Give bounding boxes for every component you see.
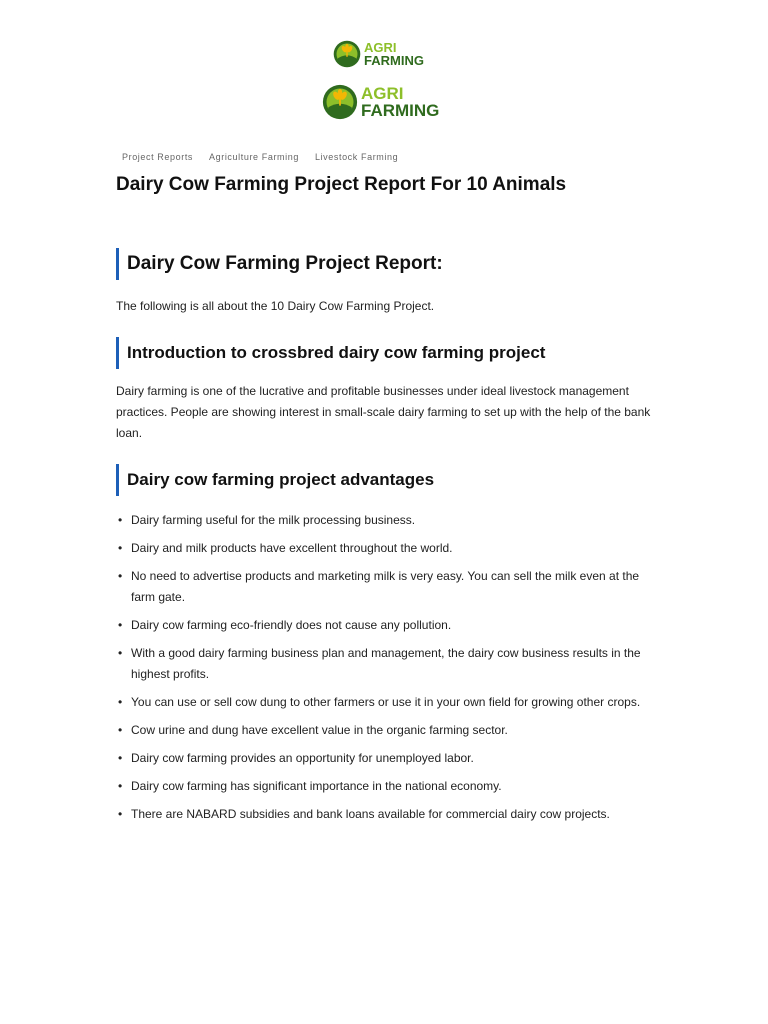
- advantage-text: Dairy farming useful for the milk processing business.: [131, 513, 416, 527]
- advantage-text: No need to advertise products and marketing milk is very easy. You can sell the milk even at the farm gate.: [131, 569, 640, 604]
- logo-word-agri: AGRI: [364, 40, 397, 55]
- wheat-logo-icon: [322, 84, 358, 120]
- introduction-heading: Introduction to crossbred dairy cow farming project: [116, 337, 545, 369]
- advantage-text: Dairy cow farming provides an opportunity for unemployed labor.: [131, 751, 474, 765]
- advantage-text: There are NABARD subsidies and bank loans available for commercial dairy cow projects.: [131, 807, 610, 821]
- bullet-icon: •: [118, 646, 123, 660]
- wheat-logo-icon: [333, 40, 361, 68]
- advantages-heading: Dairy cow farming project advantages: [116, 464, 434, 496]
- introduction-paragraph: Dairy farming is one of the lucrative and profitable businesses under ideal livestock management practices. People are showing interest in small-scale dairy farming to set up with the help of the bank loan.: [116, 384, 651, 440]
- advantage-text: Dairy cow farming eco-friendly does not cause any pollution.: [131, 618, 452, 632]
- bullet-icon: •: [118, 618, 123, 632]
- bullet-icon: •: [118, 751, 123, 765]
- breadcrumb-livestock-farming[interactable]: Livestock Farming: [314, 152, 399, 162]
- breadcrumb-project-reports[interactable]: Project Reports: [122, 152, 194, 162]
- list-item: [116, 748, 656, 769]
- report-heading: Dairy Cow Farming Project Report:: [116, 248, 443, 280]
- site-logo-small[interactable]: [333, 40, 424, 68]
- advantage-text: With a good dairy farming business plan and management, the dairy cow business results in the highest profits.: [131, 646, 641, 681]
- logo-word-farming: FARMING: [364, 53, 424, 68]
- logo-word-farming: FARMING: [361, 101, 440, 120]
- bullet-icon: •: [118, 541, 123, 555]
- list-item: [116, 804, 656, 825]
- list-item: [116, 615, 656, 636]
- bullet-icon: •: [118, 779, 123, 793]
- site-logo-large[interactable]: [322, 84, 439, 120]
- advantage-text: Dairy and milk products have excellent throughout the world.: [131, 541, 453, 555]
- list-item: [116, 643, 656, 685]
- bullet-icon: •: [118, 723, 123, 737]
- breadcrumb-agriculture-farming[interactable]: Agriculture Farming: [209, 152, 299, 162]
- list-item: [116, 566, 656, 608]
- bullet-icon: •: [118, 569, 123, 583]
- list-item: [116, 510, 656, 531]
- list-item: [116, 692, 656, 713]
- list-item: [116, 776, 656, 797]
- logo-word-agri: AGRI: [361, 84, 404, 103]
- bullet-icon: •: [118, 513, 123, 527]
- list-item: [116, 538, 656, 559]
- page-title: Dairy Cow Farming Project Report For 10 Animals: [116, 174, 567, 195]
- advantage-text: Dairy cow farming has significant importance in the national economy.: [131, 779, 502, 793]
- advantage-text: You can use or sell cow dung to other farmers or use it in your own field for growing other crops.: [131, 695, 641, 709]
- advantages-list: [116, 510, 656, 832]
- advantage-text: Cow urine and dung have excellent value in the organic farming sector.: [131, 723, 508, 737]
- bullet-icon: •: [118, 695, 123, 709]
- breadcrumb: [122, 152, 398, 162]
- report-paragraph: The following is all about the 10 Dairy Cow Farming Project.: [116, 299, 435, 313]
- list-item: [116, 720, 656, 741]
- bullet-icon: •: [118, 807, 123, 821]
